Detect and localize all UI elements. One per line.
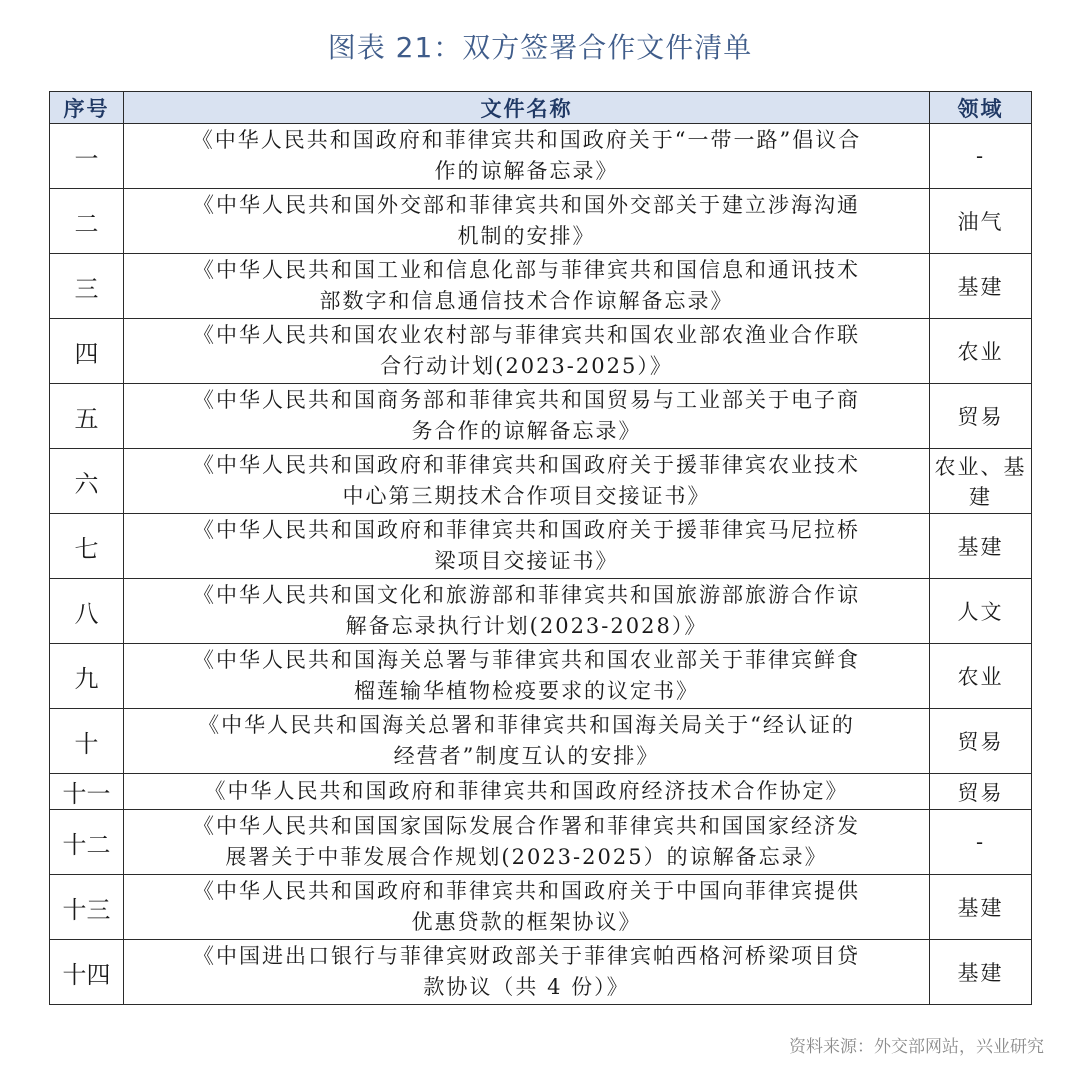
file-name-line1: 《中华人民共和国文化和旅游部和菲律宾共和国旅游部旅游合作谅 <box>193 583 860 607</box>
table-row <box>50 875 1032 940</box>
row-seq: 一 <box>50 124 124 189</box>
file-name-line2: 部数字和信息通信技术合作谅解备忘录》 <box>319 289 734 313</box>
row-seq: 十 <box>50 709 124 774</box>
row-file-name <box>124 875 930 940</box>
table-row <box>50 254 1032 319</box>
file-name-line1: 《中华人民共和国商务部和菲律宾共和国贸易与工业部关于电子商 <box>193 388 860 412</box>
row-seq: 九 <box>50 644 124 709</box>
table-row <box>50 940 1032 1005</box>
row-field: 农业 <box>930 644 1032 709</box>
table-row <box>50 579 1032 644</box>
row-field: 基建 <box>930 875 1032 940</box>
file-name-line1: 《中华人民共和国政府和菲律宾共和国政府关于援菲律宾马尼拉桥 <box>193 518 860 542</box>
table-row <box>50 449 1032 514</box>
row-field: 贸易 <box>930 774 1032 810</box>
file-name-line1: 《中华人民共和国政府和菲律宾共和国政府经济技术合作协定》 <box>204 779 849 803</box>
row-field: 基建 <box>930 514 1032 579</box>
row-file-name <box>124 189 930 254</box>
row-file-name <box>124 319 930 384</box>
row-file-name <box>124 810 930 875</box>
row-file-name <box>124 254 930 319</box>
row-field: 人文 <box>930 579 1032 644</box>
row-file-name <box>124 940 930 1005</box>
row-file-name <box>124 514 930 579</box>
row-seq: 十三 <box>50 875 124 940</box>
row-file-name <box>124 124 930 189</box>
row-file-name <box>124 384 930 449</box>
file-name-line1: 《中华人民共和国工业和信息化部与菲律宾共和国信息和通讯技术 <box>193 258 860 282</box>
file-name-line2: 作的谅解备忘录》 <box>434 159 619 183</box>
file-name-line1: 《中华人民共和国农业农村部与菲律宾共和国农业部农渔业合作联 <box>193 323 860 347</box>
table-row <box>50 774 1032 810</box>
row-seq: 三 <box>50 254 124 319</box>
row-field: 贸易 <box>930 709 1032 774</box>
row-field: - <box>930 124 1032 189</box>
file-name-line2: 经营者”制度互认的安排》 <box>393 744 660 768</box>
file-name-line2: 合行动计划(2023-2025）》 <box>380 354 673 378</box>
row-seq: 七 <box>50 514 124 579</box>
file-name-line2: 解备忘录执行计划(2023-2028）》 <box>345 614 708 638</box>
row-field: 贸易 <box>930 384 1032 449</box>
file-name-line2: 务合作的谅解备忘录》 <box>411 419 642 443</box>
table-row <box>50 644 1032 709</box>
file-name-line2: 梁项目交接证书》 <box>434 549 619 573</box>
row-field: 基建 <box>930 254 1032 319</box>
row-seq: 六 <box>50 449 124 514</box>
row-field: - <box>930 810 1032 875</box>
row-file-name <box>124 774 930 810</box>
file-name-line1: 《中华人民共和国海关总署与菲律宾共和国农业部关于菲律宾鲜食 <box>193 648 860 672</box>
row-file-name <box>124 644 930 709</box>
table-row <box>50 810 1032 875</box>
table-row <box>50 124 1032 189</box>
page-title: 图表 21：双方签署合作文件清单 <box>327 31 753 64</box>
file-name-line1: 《中华人民共和国政府和菲律宾共和国政府关于援菲律宾农业技术 <box>193 453 860 477</box>
file-name-line2: 款协议（共 4 份）》 <box>423 975 630 999</box>
header-seq: 序号 <box>50 92 124 124</box>
file-name-line2: 中心第三期技术合作项目交接证书》 <box>342 484 711 508</box>
table-row <box>50 514 1032 579</box>
file-name-line1: 《中华人民共和国海关总署和菲律宾共和国海关局关于“经认证的 <box>198 713 855 737</box>
table-row <box>50 189 1032 254</box>
file-name-line1: 《中华人民共和国国家国际发展合作署和菲律宾共和国国家经济发 <box>193 814 860 838</box>
header-file-name: 文件名称 <box>124 92 930 124</box>
file-name-line1: 《中华人民共和国政府和菲律宾共和国政府关于“一带一路”倡议合 <box>191 128 862 152</box>
file-name-line1: 《中华人民共和国外交部和菲律宾共和国外交部关于建立涉海沟通 <box>193 193 860 217</box>
row-file-name <box>124 579 930 644</box>
table-header-row <box>50 92 1032 124</box>
file-name-line2: 榴莲输华植物检疫要求的议定书》 <box>354 679 699 703</box>
file-name-line2: 展署关于中菲发展合作规划(2023-2025）的谅解备忘录》 <box>225 845 828 869</box>
row-field: 农业、基建 <box>930 449 1032 514</box>
row-seq: 十四 <box>50 940 124 1005</box>
header-field: 领域 <box>930 92 1032 124</box>
file-name-line1: 《中华人民共和国政府和菲律宾共和国政府关于中国向菲律宾提供 <box>193 879 860 903</box>
row-seq: 二 <box>50 189 124 254</box>
source-note: 资料来源：外交部网站，兴业研究 <box>789 1037 1044 1057</box>
row-field: 基建 <box>930 940 1032 1005</box>
row-seq: 五 <box>50 384 124 449</box>
row-seq: 十一 <box>50 774 124 810</box>
row-file-name <box>124 449 930 514</box>
row-seq: 四 <box>50 319 124 384</box>
row-field: 油气 <box>930 189 1032 254</box>
row-seq: 八 <box>50 579 124 644</box>
file-name-line2: 机制的安排》 <box>457 224 596 248</box>
document-list-table <box>49 91 1032 1005</box>
table-row <box>50 709 1032 774</box>
table-row <box>50 384 1032 449</box>
file-name-line2: 优惠贷款的框架协议》 <box>411 910 642 934</box>
file-name-line1: 《中国进出口银行与菲律宾财政部关于菲律宾帕西格河桥梁项目贷 <box>193 944 860 968</box>
table-row <box>50 319 1032 384</box>
row-field: 农业 <box>930 319 1032 384</box>
row-seq: 十二 <box>50 810 124 875</box>
row-file-name <box>124 709 930 774</box>
